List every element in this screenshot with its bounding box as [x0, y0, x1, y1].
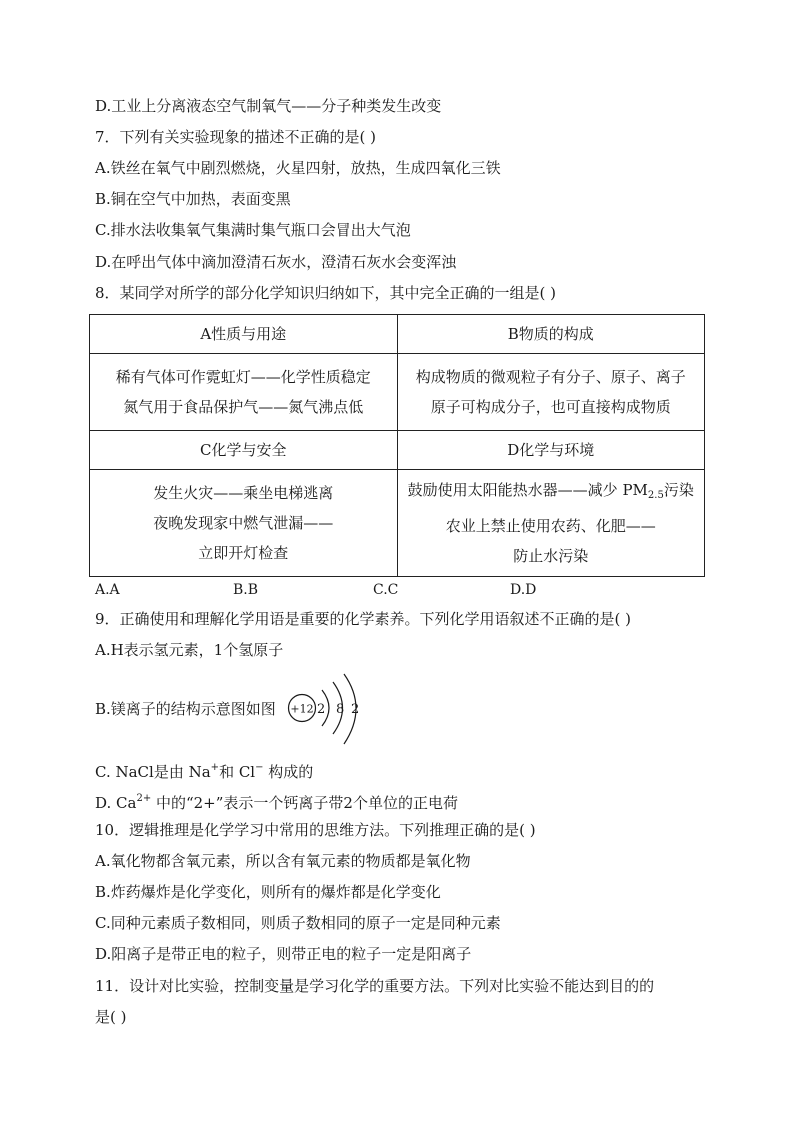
- q11-stem-line-2: 是( ): [95, 1008, 127, 1026]
- q10-stem: 10．逻辑推理是化学学习中常用的思维方法。下列推理正确的是( ): [95, 821, 536, 839]
- shell-1-electrons: 2: [317, 702, 326, 717]
- q9-stem: 9．正确使用和理解化学用语是重要的化学素养。下列化学用语叙述不正确的是( ): [95, 610, 632, 628]
- table-cell-b-line-1: 构成物质的微观粒子有分子、原子、离子: [415, 368, 686, 386]
- q9-option-b: B.镁离子的结构示意图如图: [95, 700, 276, 718]
- na-charge: +: [210, 762, 220, 773]
- table-head-d: D化学与环境: [397, 431, 705, 470]
- q10-option-c: C.同种元素质子数相同，则质子数相同的原子一定是同种元素: [95, 914, 501, 932]
- shell-3-electrons: 2: [351, 702, 360, 717]
- q8-choice-c: C.C: [373, 582, 399, 598]
- table-cell-d-line-3: 防止水污染: [513, 547, 589, 565]
- q10-option-d: D.阳离子是带正电的粒子，则带正电的粒子一定是阳离子: [95, 945, 472, 963]
- q9-c-text-2: 和 Cl: [219, 763, 256, 781]
- q8-choice-a: A.A: [95, 582, 120, 598]
- magnesium-ion-structure-diagram: [286, 672, 366, 748]
- pm-subscript: 2.5: [647, 490, 664, 501]
- shell-2-electrons: 8: [336, 702, 345, 717]
- q8-choice-b: B.B: [233, 582, 259, 598]
- q7-option-b: B.铜在空气中加热，表面变黑: [95, 190, 291, 208]
- q9-d-text-2: 中的“2+”表示一个钙离子带2个单位的正电荷: [151, 794, 458, 812]
- q9-option-a: A.H表示氢元素，1个氢原子: [95, 641, 284, 659]
- q9-d-text-1: D. Ca: [95, 794, 137, 812]
- q9-option-c: [95, 758, 313, 782]
- table-cell-c: [90, 470, 398, 577]
- table-head-a: A性质与用途: [90, 315, 398, 354]
- pm-suffix: 污染: [663, 481, 694, 499]
- table-cell-c-line-1: 发生火灾——乘坐电梯逃离: [153, 484, 334, 502]
- table-head-c: C化学与安全: [90, 431, 398, 470]
- cl-charge: −: [255, 762, 264, 773]
- nucleus-charge: +12: [290, 702, 314, 716]
- q7-option-d: D.在呼出气体中滴加澄清石灰水，澄清石灰水会变浑浊: [95, 253, 457, 271]
- q9-c-text-1: C. NaCl是由 Na: [95, 763, 211, 781]
- table-head-b: B物质的构成: [397, 315, 705, 354]
- table-cell-a-line-2: 氮气用于食品保护气——氮气沸点低: [123, 398, 364, 416]
- table-cell-d: [397, 470, 705, 577]
- q6-option-d: D.工业上分离液态空气制氧气——分子种类发生改变: [95, 97, 442, 115]
- table-cell-a: [90, 354, 398, 431]
- table-cell-a-line-1: 稀有气体可作霓虹灯——化学性质稳定: [115, 368, 371, 386]
- q11-stem-line-1: 11．设计对比实验，控制变量是学习化学的重要方法。下列对比实验不能达到目的的: [95, 977, 655, 995]
- ca-charge: 2+: [136, 793, 152, 804]
- q9-c-text-3: 构成的: [263, 763, 314, 781]
- table-cell-d-line-2: 农业上禁止使用农药、化肥——: [445, 517, 656, 535]
- q7-stem: 7．下列有关实验现象的描述不正确的是( ): [95, 128, 377, 146]
- q7-option-c: C.排水法收集氧气集满时集气瓶口会冒出大气泡: [95, 221, 411, 239]
- q9-option-d: [95, 789, 458, 813]
- table-cell-b-line-2: 原子可构成分子，也可直接构成物质: [430, 398, 671, 416]
- q7-option-a: A.铁丝在氧气中剧烈燃烧，火星四射，放热，生成四氧化三铁: [95, 159, 501, 177]
- q8-choice-d: D.D: [510, 582, 537, 598]
- q10-option-a: A.氧化物都含氧元素，所以含有氧元素的物质都是氧化物: [95, 852, 471, 870]
- table-cell-c-line-3: 立即开灯检查: [198, 544, 289, 562]
- table-cell-d-line-1: [398, 475, 705, 511]
- table-cell-b: [397, 354, 705, 431]
- pm-text: 鼓励使用太阳能热水器——减少 PM: [407, 481, 648, 499]
- q8-stem: 8．某同学对所学的部分化学知识归纳如下，其中完全正确的一组是( ): [95, 284, 557, 302]
- q10-option-b: B.炸药爆炸是化学变化，则所有的爆炸都是化学变化: [95, 883, 441, 901]
- q8-knowledge-table: [89, 314, 705, 577]
- table-cell-c-line-2: 夜晚发现家中燃气泄漏——: [153, 514, 334, 532]
